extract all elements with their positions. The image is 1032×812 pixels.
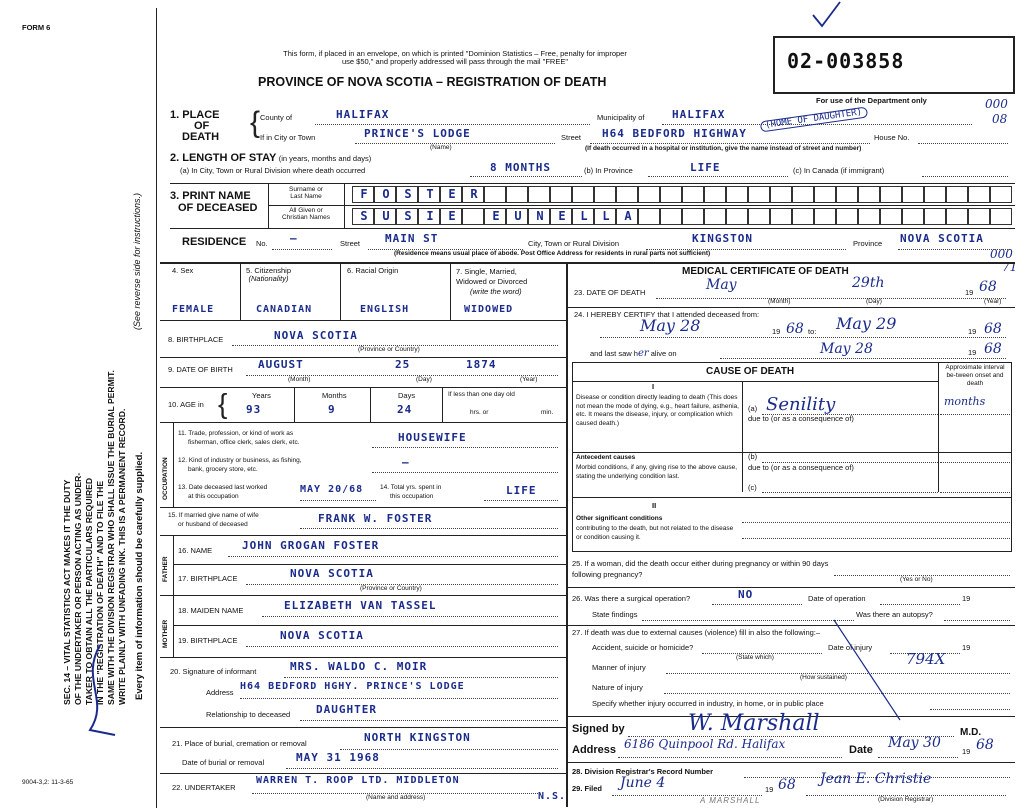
given-letter-letter: U xyxy=(382,209,390,223)
birthplace-value: NOVA SCOTIA xyxy=(274,329,358,342)
mailing-note: This form, if placed in an envelope, on which is printed "Dominion Statistics – Free, penalty for improper use $50," and properly addressed will pass through the mail "FREE" xyxy=(283,49,627,66)
birthplace-label: 8. BIRTHPLACE xyxy=(168,335,224,344)
surname-letter-box xyxy=(638,186,660,203)
age-months-caption: Months xyxy=(322,391,347,400)
surname-letter-box xyxy=(550,186,572,203)
age-label: 10. AGE in xyxy=(168,400,204,409)
registration-number-box xyxy=(773,36,1015,94)
age-months-value: 9 xyxy=(328,403,336,416)
surname-letter-box xyxy=(946,186,968,203)
mother-birthplace-value: NOVA SCOTIA xyxy=(280,629,364,642)
attend-to-year: 68 xyxy=(984,321,1002,337)
surname-letter-box xyxy=(814,186,836,203)
surname-letter-box xyxy=(748,186,770,203)
signed-date: May 30 xyxy=(888,735,941,751)
margin-mark xyxy=(70,640,130,760)
record-number-label: 28. Division Registrar's Record Number xyxy=(572,767,713,776)
given-letter-box xyxy=(418,208,440,225)
given-letter-box xyxy=(594,208,616,225)
informant-address-value: H64 BEDFORD HGHY. PRINCE'S LODGE xyxy=(240,681,465,692)
relationship-value: DAUGHTER xyxy=(316,703,377,716)
given-letter-box xyxy=(968,208,990,225)
check-mark xyxy=(808,0,848,30)
given-letter-box xyxy=(902,208,924,225)
stay-canada-label: (c) In Canada (if immigrant) xyxy=(793,166,885,175)
given-caption: All Given or Christian Names xyxy=(281,207,331,221)
father-birthplace-label: 17. BIRTHPLACE xyxy=(178,574,238,583)
surname-letter-box xyxy=(836,186,858,203)
surname-letter-box xyxy=(572,186,594,203)
burial-place-label: 21. Place of burial, cremation or removal xyxy=(172,739,307,748)
part-one-label: I xyxy=(652,382,655,391)
surname-letter-box xyxy=(990,186,1012,203)
given-letter-box xyxy=(924,208,946,225)
undertaker-caption: (Name and address) xyxy=(366,794,426,801)
given-letter-letter: N xyxy=(536,209,544,223)
surname-letter-box xyxy=(770,186,792,203)
father-side-label: FATHER xyxy=(162,556,169,582)
less-than-day-label: If less than one day old xyxy=(448,391,515,398)
sex-label: 4. Sex xyxy=(172,266,194,275)
industry-label: 12. Kind of industry or business, as fishing, bank, grocery store, etc. xyxy=(178,457,302,473)
cause-a-interval: months xyxy=(944,395,986,408)
dob-month-caption: (Month) xyxy=(288,376,311,383)
given-letter-letter: S xyxy=(404,209,412,223)
institution-note: (If death occurred in a hospital or institution, give the name instead of street and number) xyxy=(585,145,862,152)
birthplace-caption: (Province or Country) xyxy=(358,346,420,353)
undertaker-value: WARREN T. ROOP LTD. MIDDLETON xyxy=(256,775,460,786)
residence-province-label: Province xyxy=(853,239,883,248)
cause-of-death-box xyxy=(572,362,1012,552)
trade-label: 11. Trade, profession, or kind of work as fisherman, office clerk, sales clerk, etc. xyxy=(178,430,300,446)
marshall-stamp: A MARSHALL xyxy=(700,796,761,805)
surname-letter-letter: R xyxy=(470,187,478,201)
undertaker-ns: N.S. xyxy=(538,791,567,802)
attend-label: 24. I HEREBY CERTIFY that I attended deceased from: xyxy=(574,310,760,319)
attend-from-year: 68 xyxy=(786,321,804,337)
undertaker-label: 22. UNDERTAKER xyxy=(172,783,236,792)
given-letter-letter: U xyxy=(514,209,522,223)
surname-caption: Surname or Last Name xyxy=(289,186,323,200)
given-letter-box xyxy=(660,208,682,225)
spouse-value: FRANK W. FOSTER xyxy=(318,512,433,525)
attend-to: May 29 xyxy=(836,314,897,333)
specify-injury-label: Specify whether injury occurred in industry, in home, or in public place xyxy=(592,699,824,708)
attend-from: May 28 xyxy=(640,316,701,335)
address-label: Address xyxy=(572,744,617,756)
registrar-signature: Jean E. Christie xyxy=(820,771,932,787)
surname-letter-box xyxy=(726,186,748,203)
hrs-label: hrs. or xyxy=(470,409,489,416)
signed-year: 68 xyxy=(976,737,994,753)
dept-code-a: 000 xyxy=(985,97,1008,111)
autopsy-label: Was there an autopsy? xyxy=(856,610,933,619)
surname-letter-box xyxy=(924,186,946,203)
physician-address: 6186 Quinpool Rd. Halifax xyxy=(624,737,786,751)
given-letter-letter: I xyxy=(426,209,434,223)
given-letter-box xyxy=(528,208,550,225)
residence-note: (Residence means usual place of abode. Post Office Address for residents in rural parts not sufficient) xyxy=(394,250,711,257)
last-saw-label: and last saw her alive on xyxy=(590,348,677,359)
given-letter-letter: E xyxy=(492,209,500,223)
residence-city-value: KINGSTON xyxy=(692,232,753,245)
physician-signature: W. Marshall xyxy=(688,711,820,736)
supply-note: Every item of information should be carefully supplied. xyxy=(134,451,145,700)
surname-letter-box xyxy=(374,186,396,203)
accident-label: Accident, suicide or homicide? xyxy=(592,643,694,652)
medical-title: MEDICAL CERTIFICATE OF DEATH xyxy=(682,266,849,277)
racial-value: ENGLISH xyxy=(360,304,410,315)
street-value: H64 BEDFORD HIGHWAY xyxy=(602,127,747,140)
citizenship-label: 5. Citizenship (Nationality) xyxy=(246,266,292,283)
md-label: M.D. xyxy=(960,727,982,738)
surname-letter-box xyxy=(396,186,418,203)
burial-date-label: Date of burial or removal xyxy=(182,758,265,767)
given-letter-box xyxy=(682,208,704,225)
other-conditions-title: Other significant conditions xyxy=(576,515,663,522)
dept-code-c: 000 xyxy=(990,247,1013,261)
mother-birthplace-label: 19. BIRTHPLACE xyxy=(178,636,238,645)
stay-city-label: (a) In City, Town or Rural Division where death occurred xyxy=(180,166,366,175)
registrar-caption: (Division Registrar) xyxy=(878,796,934,803)
dept-code-b: 08 xyxy=(992,112,1008,126)
residence-province-value: NOVA SCOTIA xyxy=(900,232,984,245)
approx-interval-label: Approximate interval be-tween onset and death xyxy=(945,364,1005,387)
dob-day: 25 xyxy=(395,358,411,371)
sex-value: FEMALE xyxy=(172,304,215,315)
given-letter-box xyxy=(770,208,792,225)
surname-letter-box xyxy=(682,186,704,203)
surname-letter-box xyxy=(484,186,506,203)
informant-sig-value: MRS. WALDO C. MOIR xyxy=(290,660,428,673)
surname-letter-box xyxy=(616,186,638,203)
cause-b-label: (b) xyxy=(748,452,758,461)
dod-year-caption: (Year) xyxy=(984,298,1002,305)
total-years-value: LIFE xyxy=(506,484,537,497)
residence-label: RESIDENCE xyxy=(182,236,247,248)
pregnancy-question: 25. If a woman, did the death occur either during pregnancy or within 90 days following pregnancy? xyxy=(572,559,829,579)
injury-date-label: Date of injury xyxy=(828,643,873,652)
given-letter-box xyxy=(506,208,528,225)
mother-name-value: ELIZABETH VAN TASSEL xyxy=(284,599,437,612)
min-label: min. xyxy=(541,409,554,416)
yes-no-caption: (Yes or No) xyxy=(900,576,933,583)
date-label: Date xyxy=(849,744,873,756)
attend-to-label: to: xyxy=(808,327,817,336)
spouse-label: 15. If married give name of wife or husband of deceased xyxy=(168,512,259,528)
print-code: 9004-3,2: 11-3-65 xyxy=(22,779,74,786)
attend-to-century: 19 xyxy=(968,327,977,336)
given-letter-box xyxy=(462,208,484,225)
surname-letter-box xyxy=(968,186,990,203)
given-letter-box xyxy=(638,208,660,225)
form-title: PROVINCE OF NOVA SCOTIA – REGISTRATION OF DEATH xyxy=(258,75,607,89)
house-no-label: House No. xyxy=(874,133,910,142)
age-years-value: 93 xyxy=(246,403,262,416)
given-letter-letter: E xyxy=(558,209,566,223)
registration-number: 02-003858 xyxy=(787,49,905,73)
burial-date-value: MAY 31 1968 xyxy=(296,751,380,764)
nature-label: Nature of injury xyxy=(592,683,643,692)
last-worked-label: 13. Date deceased last worked at this occupation xyxy=(178,484,268,500)
given-letter-letter: L xyxy=(602,209,610,223)
surgery-question: 26. Was there a surgical operation? xyxy=(572,594,691,603)
dod-month: May xyxy=(706,277,737,293)
operation-century: 19 xyxy=(962,594,971,603)
antecedent-title: Antecedent causes xyxy=(576,454,636,461)
part-two-label: II xyxy=(652,501,657,510)
operation-date-label: Date of operation xyxy=(808,594,866,603)
filed-date: June 4 xyxy=(620,775,666,791)
home-note: (HOME OF DAUGHTER) xyxy=(760,107,868,133)
external-causes-question: 27. If death was due to external causes (violence) fill in also the following:– xyxy=(572,628,821,637)
cause-title: CAUSE OF DEATH xyxy=(706,366,795,377)
dod-month-caption: (Month) xyxy=(768,298,791,305)
stay-province-label: (b) In Province xyxy=(584,166,633,175)
given-letter-box xyxy=(990,208,1012,225)
city-label: If in City or Town xyxy=(260,133,316,142)
racial-label: 6. Racial Origin xyxy=(347,266,399,275)
dept-code-d: 71 xyxy=(1002,260,1018,274)
dod-century: 19 xyxy=(965,288,974,297)
mother-name-label: 18. MAIDEN NAME xyxy=(178,606,244,615)
father-name-value: JOHN GROGAN FOSTER xyxy=(242,539,380,552)
cause-code: 794X xyxy=(906,650,946,668)
instructions-side-text: SEC. 14 – VITAL STATISTICS ACT MAKES IT THE DUTY OF THE UNDERTAKER OR PERSON ACTING AS UNDER- TAKER TO OBTAIN ALL THE PARTICULARS REQUIRED IN THE "REGISTRATION OF DEATH" AND TO FILE THE SAME WITH THE DIVISION REGISTRAR WHO SHALL ISSUE THE BURIAL PERMIT. WRITE PLAINLY WITH UNFADING INK. THIS IS A PERMANENT RECORD. xyxy=(62,370,127,705)
surname-letter-letter: O xyxy=(382,187,390,201)
dod-year: 68 xyxy=(979,279,997,295)
due-to-a: due to (or as a consequence of) xyxy=(748,414,854,423)
cancel-strike xyxy=(830,616,950,726)
marital-label: 7. Single, Married, Widowed or Divorced (write the word) xyxy=(456,267,528,296)
injury-century: 19 xyxy=(962,643,971,652)
filed-year: 68 xyxy=(778,777,796,793)
cause-a-value: Senility xyxy=(766,394,836,415)
given-letter-box xyxy=(484,208,506,225)
due-to-b: due to (or as a consequence of) xyxy=(748,463,854,472)
attend-from-century: 19 xyxy=(772,327,781,336)
dob-day-caption: (Day) xyxy=(416,376,432,383)
given-letter-letter: S xyxy=(360,209,368,223)
surname-letter-box xyxy=(352,186,374,203)
length-of-stay-label: 2. LENGTH OF STAY (in years, months and days) xyxy=(170,152,372,164)
surname-letter-box xyxy=(440,186,462,203)
citizenship-value: CANADIAN xyxy=(256,304,313,315)
deceased-name-label: 3. PRINT NAME OF DECEASED xyxy=(170,190,258,214)
given-letter-box xyxy=(880,208,902,225)
reverse-note: (See reverse side for instructions.) xyxy=(132,192,142,330)
state-which-caption: (State which) xyxy=(736,654,774,661)
county-value: HALIFAX xyxy=(336,108,390,121)
surname-letter-box xyxy=(858,186,880,203)
informant-address-label: Address xyxy=(206,688,234,697)
relationship-label: Relationship to deceased xyxy=(206,710,291,719)
antecedent-text: Morbid conditions, if any, giving rise to the above cause, stating the underlying condition last. xyxy=(576,464,738,480)
surname-letter-box xyxy=(462,186,484,203)
given-letter-box xyxy=(550,208,572,225)
given-letter-box xyxy=(572,208,594,225)
given-letter-box xyxy=(704,208,726,225)
given-letter-box xyxy=(946,208,968,225)
age-brace: { xyxy=(218,388,228,419)
cause-a-label: (a) xyxy=(748,404,758,413)
last-worked-value: MAY 20/68 xyxy=(300,484,364,495)
surname-letter-box xyxy=(418,186,440,203)
dob-year: 1874 xyxy=(466,358,497,371)
surname-letter-box xyxy=(902,186,924,203)
filed-century: 19 xyxy=(765,785,774,794)
father-birthplace-caption: (Province or Country) xyxy=(360,585,422,592)
given-letter-box xyxy=(748,208,770,225)
age-years-caption: Years xyxy=(252,391,271,400)
surname-letter-box xyxy=(792,186,814,203)
marital-value: WIDOWED xyxy=(464,304,514,315)
given-letter-letter: E xyxy=(448,209,456,223)
filed-label: 29. Filed xyxy=(572,784,603,793)
alive-century: 19 xyxy=(968,348,977,357)
dod-label: 23. DATE OF DEATH xyxy=(574,288,646,297)
dob-year-caption: (Year) xyxy=(520,376,538,383)
dod-day: 29th xyxy=(852,275,885,291)
residence-street-value: MAIN ST xyxy=(385,232,439,245)
given-letter-box xyxy=(616,208,638,225)
how-sustained-caption: (How sustained) xyxy=(800,674,847,681)
cause-c-label: (c) xyxy=(748,483,757,492)
surgery-value: NO xyxy=(738,588,754,601)
given-letter-box xyxy=(374,208,396,225)
municipality-value: HALIFAX xyxy=(672,108,726,121)
age-days-caption: Days xyxy=(398,391,416,400)
occupation-side-label: OCCUPATION xyxy=(162,457,169,500)
given-letter-box xyxy=(836,208,858,225)
given-letter-box xyxy=(396,208,418,225)
father-name-label: 16. NAME xyxy=(178,546,213,555)
alive-date: May 28 xyxy=(820,341,873,357)
given-letter-box xyxy=(792,208,814,225)
left-border xyxy=(156,8,157,808)
age-days-value: 24 xyxy=(397,403,413,416)
dob-label: 9. DATE OF BIRTH xyxy=(168,365,233,374)
given-letter-box xyxy=(858,208,880,225)
surname-letter-box xyxy=(506,186,528,203)
given-letter-box xyxy=(814,208,836,225)
surname-letter-box xyxy=(528,186,550,203)
state-findings-label: State findings xyxy=(592,610,638,619)
other-conditions-text: contributing to the death, but not related to the disease or condition causing it. xyxy=(576,525,734,541)
total-years-label: 14. Total yrs. spent in this occupation xyxy=(380,484,442,500)
given-letter-letter: A xyxy=(624,209,632,223)
informant-sig-label: 20. Signature of informant xyxy=(170,667,257,676)
street-label: Street xyxy=(561,133,582,142)
residence-no-label: No. xyxy=(256,239,268,248)
dod-day-caption: (Day) xyxy=(866,298,882,305)
mother-side-label: MOTHER xyxy=(162,619,169,648)
given-letter-letter: L xyxy=(580,209,588,223)
signed-century: 19 xyxy=(962,747,971,756)
surname-letter-letter: E xyxy=(448,187,456,201)
surname-letter-letter: F xyxy=(360,187,368,201)
city-name-caption: (Name) xyxy=(430,144,452,151)
surname-letter-box xyxy=(704,186,726,203)
dept-use-label: For use of the Department only xyxy=(816,96,927,105)
surname-letter-box xyxy=(660,186,682,203)
dob-month: AUGUST xyxy=(258,358,304,371)
direct-cause-text: Disease or condition directly leading to death (This does not mean the mode of dying, e.g., heart failure, asthenia, etc. It means the disease, injury, or complication which caused death.) xyxy=(576,394,739,427)
surname-letter-letter: S xyxy=(404,187,412,201)
signed-by-label: Signed by xyxy=(572,723,625,735)
trade-value: HOUSEWIFE xyxy=(398,431,467,444)
industry-value: — xyxy=(402,456,410,469)
given-letter-box xyxy=(352,208,374,225)
manner-label: Manner of injury xyxy=(592,663,646,672)
city-value: PRINCE'S LODGE xyxy=(364,127,471,140)
surname-letter-box xyxy=(880,186,902,203)
county-label: County of xyxy=(260,113,293,122)
place-brace: { xyxy=(250,106,261,139)
surname-letter-letter: T xyxy=(426,187,434,201)
burial-place-value: NORTH KINGSTON xyxy=(364,731,471,744)
father-birthplace-value: NOVA SCOTIA xyxy=(290,567,374,580)
alive-year: 68 xyxy=(984,341,1002,357)
residence-street-label: Street xyxy=(340,239,361,248)
stay-city-value: 8 MONTHS xyxy=(490,161,551,174)
form-number: FORM 6 xyxy=(22,23,51,32)
place-of-death-label: 1. PLACE OF DEATH xyxy=(170,109,220,143)
given-letter-box xyxy=(726,208,748,225)
residence-city-label: City, Town or Rural Division xyxy=(528,239,619,248)
stay-province-value: LIFE xyxy=(690,161,721,174)
given-letter-box xyxy=(440,208,462,225)
municipality-label: Municipality of xyxy=(597,113,645,122)
surname-letter-box xyxy=(594,186,616,203)
residence-no-value: — xyxy=(290,232,298,245)
